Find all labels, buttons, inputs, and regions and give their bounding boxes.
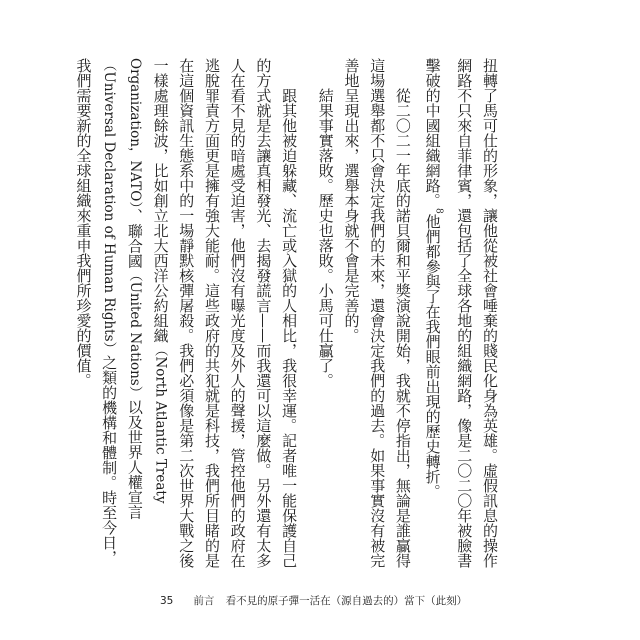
paragraph-4-text: 跟其他被迫躲藏、流亡或入獄的人相比，我很幸運。記者唯一能保護自己的方式就是去讓真相發光、去揭發謊言——而我還可以這麼做。另外還有太多人在看不見的暗處受迫害，他們沒有曝光度及外人的聲援，管控他們的政府在逃脫罪責方面更是擁有強大能耐。這些政府的共犯就是科技，我們所目睹的是在這個資訊生態系中的一場靜默核彈屠殺。我們必須像是第二次世界大戰之後一樣處理餘波，比如創立北大西洋公約組織 — [151, 58, 299, 568]
paragraph-3-text: 結果事實落敗。歷史也落敗。小馬可仕贏了。 — [316, 88, 335, 388]
paragraph-4-un-lead: 、聯合國 — [125, 208, 144, 269]
paragraph-4 — [70, 58, 301, 570]
paragraph-2 — [338, 58, 415, 570]
paragraph-2-text: 從二〇二一年底的諾貝爾和平獎演說開始，我就不停指出，無論是誰贏得這場選舉都不只會決定我們的未來，還會決定我們的過去。如果事實沒有被完善地呈現出來，選舉本身就不會是完善的。 — [342, 58, 412, 568]
chapter-label: 前言 — [193, 595, 215, 607]
latin-udhr: （Universal Declaration of Human Rights） — [101, 58, 118, 356]
paragraph-1-tail: 他們都參與了在我們眼前出現的歷史轉折。 — [423, 213, 442, 499]
latin-united-nations: （United Nations） — [126, 268, 143, 400]
latin-nato: （North Atlantic Treaty Organization，NATO） — [126, 58, 169, 504]
paragraph-1-text: 扭轉了馬可仕的形象，讓他從被社會唾棄的賤民化身為英雄。虛假訊息的操作網路不只來自菲律賓，還包括了全球各地的組織網路，像是二〇二〇年被臉書擊破的中國組織網路。 — [423, 58, 499, 568]
paragraph-4-udhr-lead: 以及世界人權宣言 — [125, 399, 144, 520]
body-text — [74, 58, 502, 570]
running-footer — [160, 593, 467, 608]
paragraph-3 — [312, 58, 338, 570]
footnote-marker: 8 — [433, 208, 444, 214]
page-number: 35 — [160, 594, 174, 607]
paragraph-4-tail: 之類的機構和體制。時至今日，我們需要新的全球組織來重申我們所珍愛的價值。 — [74, 58, 119, 566]
running-title: 看不見的原子彈一活在（源自過去的）當下（此刻） — [225, 595, 468, 607]
paragraph-1 — [419, 58, 502, 570]
